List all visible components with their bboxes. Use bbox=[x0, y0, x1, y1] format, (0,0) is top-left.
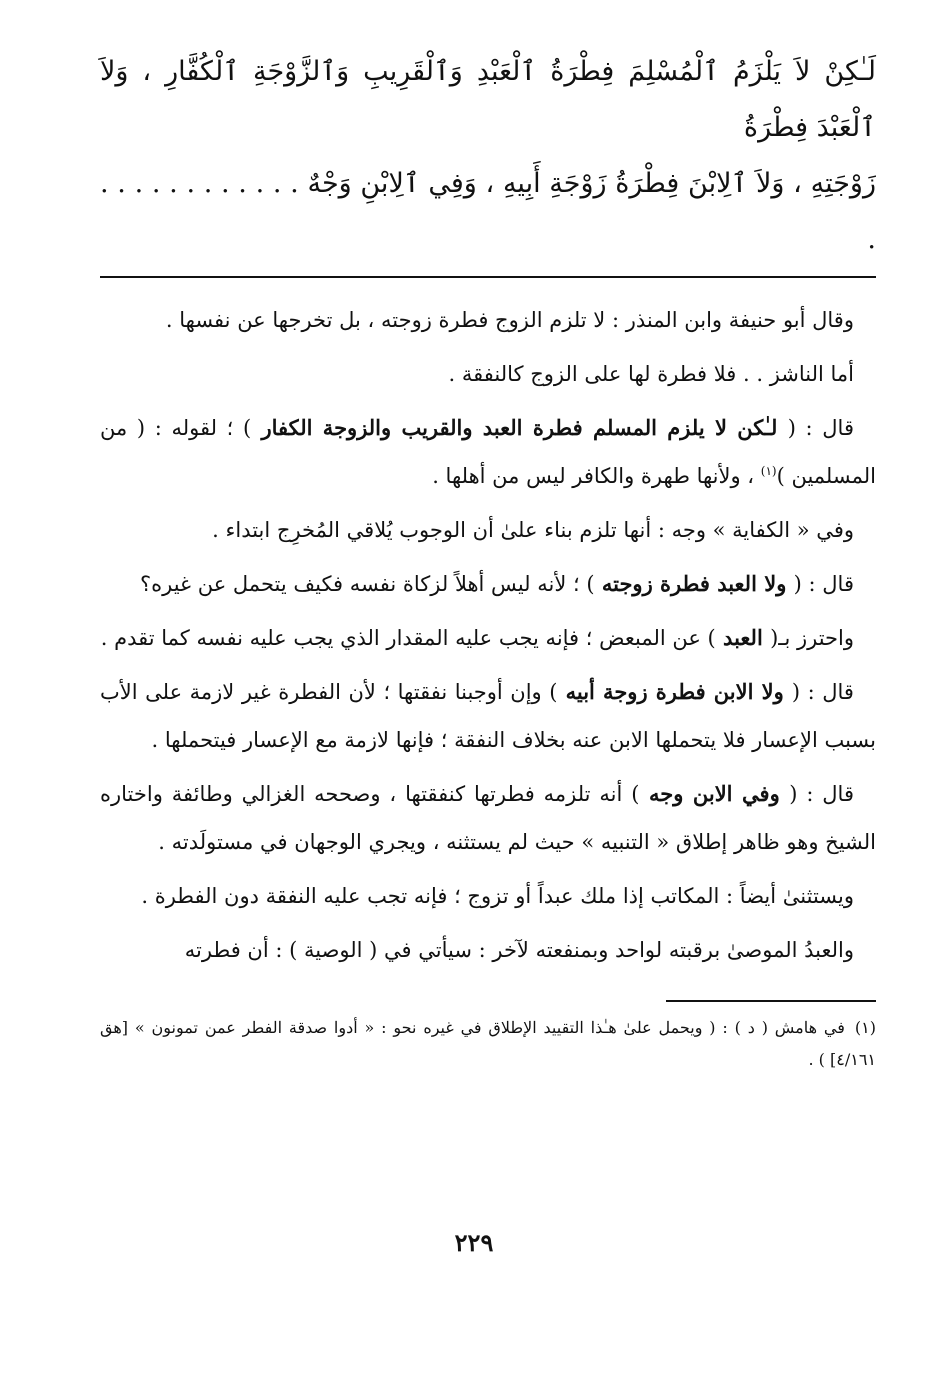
paragraph-10: والعبدُ الموصىٰ برقبته لواحد وبمنفعته لآخر : سيأتي في ( الوصية ) : أن فطرته bbox=[184, 938, 854, 962]
paragraph-6-quoted-matn: العبد bbox=[715, 625, 771, 650]
paragraph-3-text-b: ) ؛ لقوله : ( من المسلمين ) bbox=[100, 416, 876, 488]
footnote-text: في هامش ( د ) : ( ويحمل علىٰ هـٰذا التقييد الإطلاق في غيره نحو : « أدوا صدقة الفطر عمن تمونون » [هق ٤/١٦١] ) . bbox=[100, 1018, 876, 1069]
paragraph-8-text-a: قال : ( bbox=[789, 782, 854, 806]
commentary-section bbox=[100, 296, 876, 974]
paragraph-5-quoted-matn: ولا العبد فطرة زوجته bbox=[594, 571, 794, 596]
paragraph-6-text-b: ) عن المبعض ؛ فإنه يجب عليه المقدار الذي يجب عليه نفسه كما تقدم . bbox=[100, 626, 716, 650]
footnote bbox=[100, 1012, 876, 1076]
footnote-separator-rule bbox=[666, 1000, 876, 1002]
paragraph-3-quoted-matn: لـٰكن لا يلزم المسلم فطرة العبد والقريب والزوجة الكفار bbox=[251, 415, 788, 440]
paragraph-6 bbox=[100, 614, 876, 662]
footnote-marker: (١) bbox=[760, 464, 777, 478]
paragraph-5-text-a: قال : ( bbox=[793, 572, 854, 596]
matn-separator-rule bbox=[100, 276, 876, 278]
matn-text bbox=[100, 44, 876, 268]
paragraph-7-text-a: قال : ( bbox=[791, 680, 854, 704]
paragraph-7-quoted-matn: ولا الابن فطرة زوجة أبيه bbox=[557, 679, 792, 704]
footnote-number: (١) bbox=[854, 1018, 876, 1037]
page-body bbox=[100, 44, 876, 1379]
paragraph-8-quoted-matn: وفي الابن وجه bbox=[639, 781, 790, 806]
paragraph-3-text-c: ، ولأنها طهرة والكافر ليس من أهلها . bbox=[432, 464, 761, 488]
paragraph-3-text-a: قال : ( bbox=[787, 416, 854, 440]
paragraph-2: أما الناشز . . فلا فطرة لها على الزوج كالنفقة . bbox=[448, 362, 854, 386]
paragraph-4: وفي « الكفاية » وجه : أنها تلزم بناء علىٰ أن الوجوب يُلاقي المُخرِج ابتداء . bbox=[212, 518, 854, 542]
matn-line-2: زَوْجَتِهِ ، وَلاَ ٱلِابْنَ فِطْرَةُ زَوْجَةِ أَبِيهِ ، وَفِي ٱلِابْنِ وَجْهٌ . . . . . . . . . . . . . bbox=[100, 168, 876, 255]
paragraph-1: وقال أبو حنيفة وابن المنذر : لا تلزم الزوج فطرة زوجته ، بل تخرجها عن نفسها . bbox=[165, 308, 854, 332]
matn-line-1: لَـٰكِنْ لاَ يَلْزَمُ ٱلْمُسْلِمَ فِطْرَةُ ٱلْعَبْدِ وَٱلْقَرِيبِ وَٱلزَّوْجَةِ ٱلْكُفَّارِ ، وَلاَ ٱلْعَبْدَ فِطْرَةُ bbox=[100, 56, 876, 143]
paragraph-5 bbox=[100, 560, 876, 608]
paragraph-8-text-b: ) أنه تلزمه فطرتها كنفقتها ، وصححه الغزالي وطائفة واختاره الشيخ وهو ظاهر إطلاق « التنبيه » حيث لم يستثنه ، ويجري الوجهان في مستولَدته . bbox=[100, 782, 876, 854]
paragraph-9: ويستثنىٰ أيضاً : المكاتب إذا ملك عبداً أو تزوج ؛ فإنه تجب عليه النفقة دون الفطرة . bbox=[141, 884, 854, 908]
paragraph-3 bbox=[100, 404, 876, 500]
paragraph-8 bbox=[100, 770, 876, 866]
paragraph-6-text-a: واحترز بـ( bbox=[770, 626, 854, 650]
page-number: ٢٢٩ bbox=[454, 1228, 494, 1257]
paragraph-7 bbox=[100, 668, 876, 764]
paragraph-5-text-b: ) ؛ لأنه ليس أهلاً لزكاة نفسه فكيف يتحمل عن غيره؟ bbox=[139, 572, 595, 596]
paragraph-7-text-b: ) وإن أوجبنا نفقتها ؛ لأن الفطرة غير لازمة على الأب بسبب الإعسار فلا يتحملها الابن عنه بخلاف النفقة ؛ فإنها لازمة مع الإعسار فيتحملها . bbox=[100, 680, 876, 752]
